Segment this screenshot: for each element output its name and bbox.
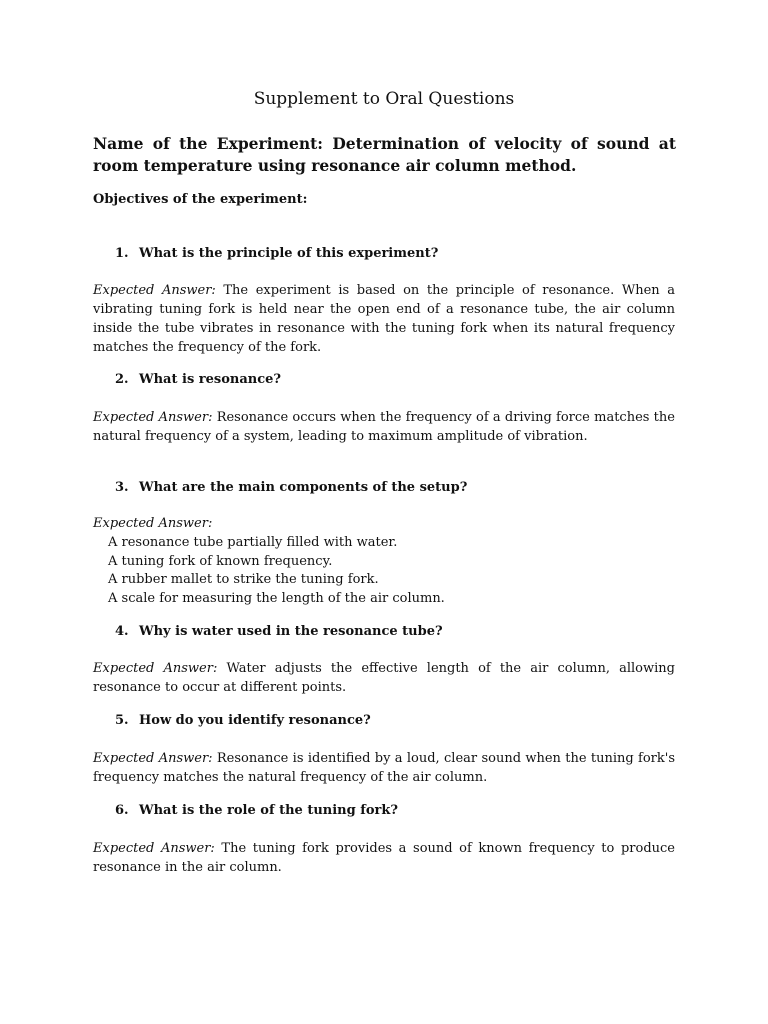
list-item: A scale for measuring the length of the air column. — [108, 590, 445, 606]
question-3 — [115, 480, 467, 495]
objectives-heading: Objectives of the experiment: — [93, 192, 308, 207]
question-number: 6. — [115, 803, 129, 818]
question-text: What is the role of the tuning fork? — [139, 803, 398, 818]
question-4 — [115, 624, 443, 639]
answer-text: Resonance is identified by a loud, clear sound when the tuning fork's frequency matches the natural frequency of the air column. — [93, 751, 676, 785]
answer-6 — [93, 839, 675, 877]
answer-label: Expected Answer: — [93, 410, 213, 425]
list-item: A tuning fork of known frequency. — [108, 553, 333, 569]
question-number: 1. — [115, 246, 129, 261]
question-5 — [115, 713, 371, 728]
question-text: How do you identify resonance? — [139, 713, 371, 728]
question-number: 5. — [115, 713, 129, 728]
answer-1 — [93, 281, 675, 357]
answer-label: Expected Answer: — [93, 283, 216, 298]
answer-5 — [93, 749, 675, 787]
question-text: Why is water used in the resonance tube? — [139, 624, 443, 639]
question-6 — [115, 803, 398, 818]
question-text: What are the main components of the setup? — [139, 480, 468, 495]
answer-label: Expected Answer: — [93, 516, 213, 531]
answer-text: The tuning fork provides a sound of known frequency to produce resonance in the air column. — [93, 841, 675, 875]
answer-4 — [93, 659, 675, 697]
answer-label: Expected Answer: — [93, 661, 218, 676]
question-text: What is the principle of this experiment? — [139, 246, 439, 261]
question-number: 2. — [115, 372, 129, 387]
components-list — [108, 534, 445, 608]
page-title: Supplement to Oral Questions — [253, 89, 515, 109]
question-1 — [115, 246, 438, 261]
list-item: A rubber mallet to strike the tuning fork. — [108, 572, 379, 587]
question-number: 4. — [115, 624, 129, 639]
answer-label: Expected Answer: — [93, 841, 215, 856]
experiment-name: Name of the Experiment: Determination of velocity of sound at room temperature using resonance air column method. — [93, 134, 676, 175]
question-number: 3. — [115, 480, 129, 495]
answer-2 — [93, 408, 675, 446]
list-item: A resonance tube partially filled with water. — [108, 535, 398, 550]
question-2 — [115, 372, 281, 387]
question-text: What is resonance? — [139, 372, 282, 387]
answer-label: Expected Answer: — [93, 751, 213, 766]
answer-text: Water adjusts the effective length of the air column, allowing resonance to occur at different points. — [93, 661, 675, 695]
answer-text: The experiment is based on the principle of resonance. When a vibrating tuning fork is held near the open end of a resonance tube, the air column inside the tube vibrates in resonance with the tuning fork when its natural frequency matches the frequency of the fork. — [93, 283, 675, 355]
answer-text: Resonance occurs when the frequency of a driving force matches the natural frequency of a system, leading to maximum amplitude of vibration. — [93, 410, 675, 444]
